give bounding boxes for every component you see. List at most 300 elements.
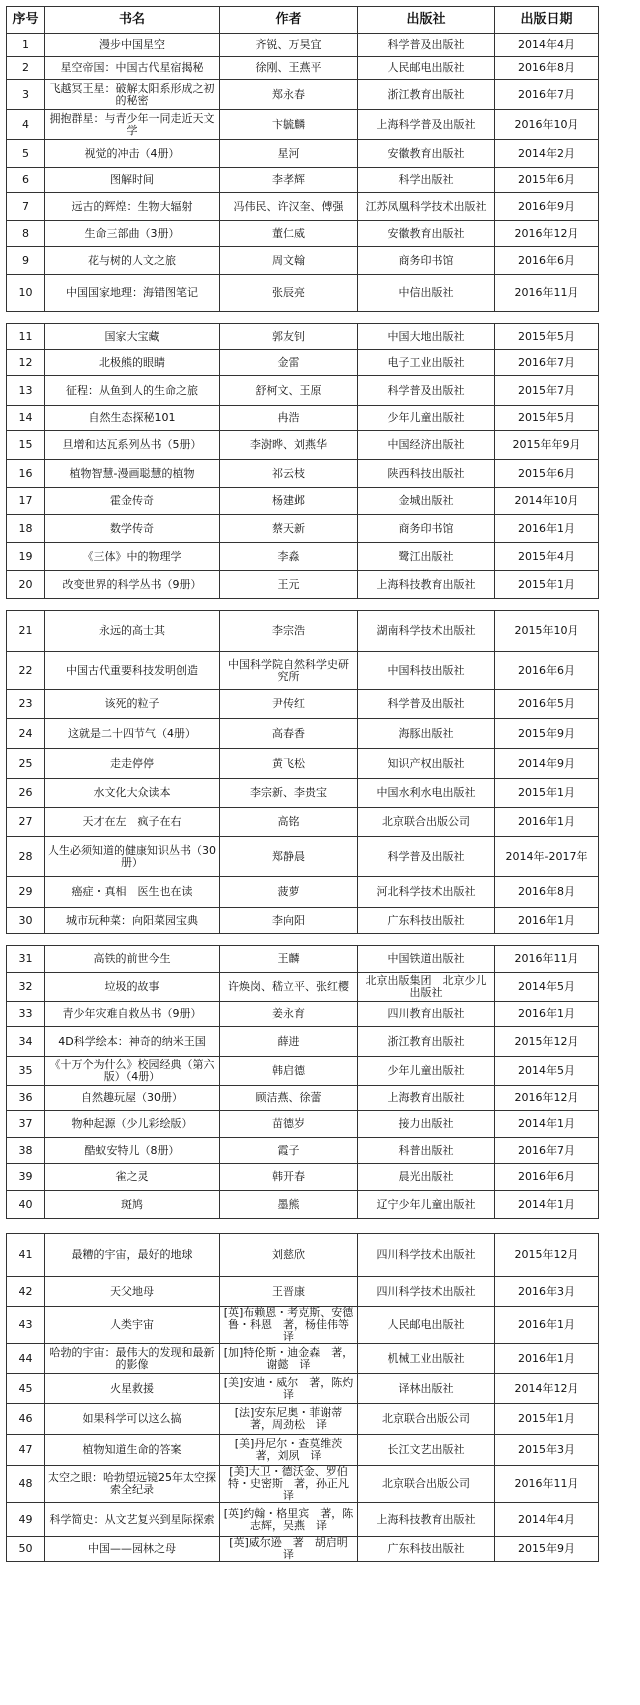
book-title: 人类宇宙 xyxy=(45,1307,220,1344)
publish-date: 2015年3月 xyxy=(495,1435,599,1466)
book-title: 雀之灵 xyxy=(45,1164,220,1191)
book-publisher: 科学普及出版社 xyxy=(358,837,495,877)
book-publisher: 少年儿童出版社 xyxy=(358,406,495,431)
table-row xyxy=(7,515,599,543)
table-row xyxy=(7,140,599,168)
book-title: 图解时间 xyxy=(45,168,220,193)
book-section-3 xyxy=(6,610,599,934)
row-number: 45 xyxy=(7,1374,45,1404)
publish-date: 2016年12月 xyxy=(495,221,599,247)
table-row xyxy=(7,57,599,80)
table-row xyxy=(7,80,599,110)
header-title: 书名 xyxy=(45,7,220,34)
book-publisher: 译林出版社 xyxy=(358,1374,495,1404)
book-publisher: 北京联合出版公司 xyxy=(358,1466,495,1503)
book-publisher: 浙江教育出版社 xyxy=(358,80,495,110)
book-publisher: 四川科学技术出版社 xyxy=(358,1234,495,1277)
book-publisher: 科学普及出版社 xyxy=(358,690,495,719)
book-section-2 xyxy=(6,323,599,599)
book-title: 生命三部曲（3册） xyxy=(45,221,220,247)
row-number: 40 xyxy=(7,1191,45,1219)
table-row xyxy=(7,431,599,460)
book-author: 许焕岗、嵇立平、张红樱 xyxy=(220,973,358,1002)
book-author: 李孝辉 xyxy=(220,168,358,193)
book-author: 星河 xyxy=(220,140,358,168)
row-number: 19 xyxy=(7,543,45,571)
book-title: 该死的粒子 xyxy=(45,690,220,719)
book-title: 斑鸠 xyxy=(45,1191,220,1219)
table-row xyxy=(7,1234,599,1277)
book-title: 太空之眼：哈勃望远镜25年太空探索全纪录 xyxy=(45,1466,220,1503)
table-row xyxy=(7,973,599,1002)
row-number: 46 xyxy=(7,1404,45,1435)
book-author: 顾洁燕、徐蕾 xyxy=(220,1086,358,1111)
table-row xyxy=(7,1111,599,1138)
book-author: [英]约翰・格里宾 著，陈志辉，吴燕 译 xyxy=(220,1503,358,1537)
book-author: 刘慈欣 xyxy=(220,1234,358,1277)
book-publisher: 上海科学普及出版社 xyxy=(358,110,495,140)
book-title: 数学传奇 xyxy=(45,515,220,543)
header-date: 出版日期 xyxy=(495,7,599,34)
book-section-5 xyxy=(6,1233,599,1562)
book-publisher: 海豚出版社 xyxy=(358,719,495,749)
book-title: 中国国家地理：海错图笔记 xyxy=(45,275,220,312)
row-number: 8 xyxy=(7,221,45,247)
book-title: 中国古代重要科技发明创造 xyxy=(45,652,220,690)
publish-date: 2015年6月 xyxy=(495,460,599,488)
book-publisher: 人民邮电出版社 xyxy=(358,1307,495,1344)
table-row xyxy=(7,611,599,652)
table-row xyxy=(7,1164,599,1191)
book-author: 墨熊 xyxy=(220,1191,358,1219)
table-row xyxy=(7,543,599,571)
table-row xyxy=(7,946,599,973)
book-author: 菠萝 xyxy=(220,877,358,908)
publish-date: 2014年4月 xyxy=(495,1503,599,1537)
book-title: 中国——园林之母 xyxy=(45,1537,220,1562)
book-title: 这就是二十四节气（4册） xyxy=(45,719,220,749)
book-author: 冯伟民、许汉奎、傅强 xyxy=(220,193,358,221)
book-publisher: 人民邮电出版社 xyxy=(358,57,495,80)
publish-date: 2015年5月 xyxy=(495,406,599,431)
book-author: 张辰亮 xyxy=(220,275,358,312)
book-author: 韩启德 xyxy=(220,1057,358,1086)
table-row xyxy=(7,1086,599,1111)
publish-date: 2015年9月 xyxy=(495,1537,599,1562)
book-publisher: 中国铁道出版社 xyxy=(358,946,495,973)
book-author: 霞子 xyxy=(220,1138,358,1164)
row-number: 23 xyxy=(7,690,45,719)
book-title: 星空帝国：中国古代星宿揭秘 xyxy=(45,57,220,80)
book-author: [美]丹尼尔・查莫维茨 著，刘夙 译 xyxy=(220,1435,358,1466)
publish-date: 2016年12月 xyxy=(495,1086,599,1111)
book-author: [英]布赖恩・考克斯、安德鲁・科恩 著，杨佳伟等 译 xyxy=(220,1307,358,1344)
book-author: 薛进 xyxy=(220,1027,358,1057)
book-publisher: 陕西科技出版社 xyxy=(358,460,495,488)
book-author: 尹传红 xyxy=(220,690,358,719)
publish-date: 2015年5月 xyxy=(495,324,599,350)
book-author: 徐刚、王燕平 xyxy=(220,57,358,80)
table-row xyxy=(7,719,599,749)
book-title: 水文化大众读本 xyxy=(45,779,220,808)
book-author: 金雷 xyxy=(220,350,358,376)
publish-date: 2015年12月 xyxy=(495,1027,599,1057)
book-title: 霍金传奇 xyxy=(45,488,220,515)
book-author: [美]安迪・威尔 著，陈灼 译 xyxy=(220,1374,358,1404)
book-author: 杨建邺 xyxy=(220,488,358,515)
publish-date: 2016年8月 xyxy=(495,57,599,80)
publish-date: 2014年2月 xyxy=(495,140,599,168)
book-author: 郑静晨 xyxy=(220,837,358,877)
book-list-table xyxy=(6,6,598,1562)
table-row xyxy=(7,1466,599,1503)
book-author: 高春香 xyxy=(220,719,358,749)
book-publisher: 电子工业出版社 xyxy=(358,350,495,376)
book-publisher: 长江文艺出版社 xyxy=(358,1435,495,1466)
table-row xyxy=(7,460,599,488)
book-author: 董仁威 xyxy=(220,221,358,247)
book-publisher: 四川教育出版社 xyxy=(358,1002,495,1027)
row-number: 22 xyxy=(7,652,45,690)
table-row xyxy=(7,1344,599,1374)
row-number: 17 xyxy=(7,488,45,515)
book-section-1 xyxy=(6,6,599,312)
table-row xyxy=(7,168,599,193)
row-number: 26 xyxy=(7,779,45,808)
book-publisher: 科学普及出版社 xyxy=(358,376,495,406)
book-publisher: 上海教育出版社 xyxy=(358,1086,495,1111)
row-number: 42 xyxy=(7,1277,45,1307)
book-author: [法]安东尼奥・菲谢蒂 著，周劲松 译 xyxy=(220,1404,358,1435)
book-publisher: 中信出版社 xyxy=(358,275,495,312)
row-number: 21 xyxy=(7,611,45,652)
row-number: 7 xyxy=(7,193,45,221)
publish-date: 2015年7月 xyxy=(495,376,599,406)
book-title: 癌症・真相 医生也在读 xyxy=(45,877,220,908)
row-number: 2 xyxy=(7,57,45,80)
book-publisher: 科学普及出版社 xyxy=(358,34,495,57)
row-number: 30 xyxy=(7,908,45,934)
book-title: 天父地母 xyxy=(45,1277,220,1307)
row-number: 16 xyxy=(7,460,45,488)
book-author: 李澍晔、刘燕华 xyxy=(220,431,358,460)
publish-date: 2016年11月 xyxy=(495,946,599,973)
row-number: 28 xyxy=(7,837,45,877)
table-row xyxy=(7,877,599,908)
table-row xyxy=(7,488,599,515)
publish-date: 2015年4月 xyxy=(495,543,599,571)
book-author: 齐锐、万昊宜 xyxy=(220,34,358,57)
publish-date: 2016年7月 xyxy=(495,1138,599,1164)
book-publisher: 上海科技教育出版社 xyxy=(358,571,495,599)
book-title: 科学简史：从文艺复兴到星际探索 xyxy=(45,1503,220,1537)
publish-date: 2016年3月 xyxy=(495,1277,599,1307)
publish-date: 2014年1月 xyxy=(495,1191,599,1219)
book-title: 征程：从鱼到人的生命之旅 xyxy=(45,376,220,406)
row-number: 43 xyxy=(7,1307,45,1344)
book-section-4 xyxy=(6,945,599,1219)
table-row xyxy=(7,1435,599,1466)
publish-date: 2016年1月 xyxy=(495,515,599,543)
book-title: 酷蚁安特儿（8册） xyxy=(45,1138,220,1164)
book-title: 自然趣玩屋（30册） xyxy=(45,1086,220,1111)
book-publisher: 河北科学技术出版社 xyxy=(358,877,495,908)
book-title: 4D科学绘本：神奇的纳米王国 xyxy=(45,1027,220,1057)
row-number: 49 xyxy=(7,1503,45,1537)
row-number: 50 xyxy=(7,1537,45,1562)
row-number: 18 xyxy=(7,515,45,543)
header-author: 作者 xyxy=(220,7,358,34)
header-publisher: 出版社 xyxy=(358,7,495,34)
book-publisher: 金城出版社 xyxy=(358,488,495,515)
book-publisher: 安徽教育出版社 xyxy=(358,221,495,247)
book-title: 物种起源（少儿彩绘版） xyxy=(45,1111,220,1138)
publish-date: 2016年7月 xyxy=(495,350,599,376)
book-publisher: 上海科技教育出版社 xyxy=(358,1503,495,1537)
book-publisher: 北京联合出版公司 xyxy=(358,1404,495,1435)
book-publisher: 接力出版社 xyxy=(358,1111,495,1138)
table-row xyxy=(7,749,599,779)
row-number: 44 xyxy=(7,1344,45,1374)
table-row xyxy=(7,1277,599,1307)
table-row xyxy=(7,690,599,719)
publish-date: 2015年9月 xyxy=(495,719,599,749)
book-author: 祁云枝 xyxy=(220,460,358,488)
publish-date: 2014年12月 xyxy=(495,1374,599,1404)
book-publisher: 安徽教育出版社 xyxy=(358,140,495,168)
publish-date: 2014年9月 xyxy=(495,749,599,779)
table-row xyxy=(7,247,599,275)
book-publisher: 中国经济出版社 xyxy=(358,431,495,460)
table-row xyxy=(7,406,599,431)
table-row xyxy=(7,808,599,837)
book-title: 自然生态探秘101 xyxy=(45,406,220,431)
book-author: 李宗新、李贵宝 xyxy=(220,779,358,808)
row-number: 29 xyxy=(7,877,45,908)
book-title: 漫步中国星空 xyxy=(45,34,220,57)
book-title: 走走停停 xyxy=(45,749,220,779)
book-publisher: 湖南科学技术出版社 xyxy=(358,611,495,652)
book-publisher: 江苏凤凰科学技术出版社 xyxy=(358,193,495,221)
row-number: 12 xyxy=(7,350,45,376)
book-publisher: 北京联合出版公司 xyxy=(358,808,495,837)
publish-date: 2016年5月 xyxy=(495,690,599,719)
publish-date: 2016年8月 xyxy=(495,877,599,908)
book-author: 李淼 xyxy=(220,543,358,571)
row-number: 47 xyxy=(7,1435,45,1466)
book-author: 蔡天新 xyxy=(220,515,358,543)
publish-date: 2015年年9月 xyxy=(495,431,599,460)
publish-date: 2014年4月 xyxy=(495,34,599,57)
book-title: 高铁的前世今生 xyxy=(45,946,220,973)
book-author: 李宗浩 xyxy=(220,611,358,652)
row-number: 33 xyxy=(7,1002,45,1027)
publish-date: 2014年5月 xyxy=(495,973,599,1002)
publish-date: 2014年1月 xyxy=(495,1111,599,1138)
row-number: 27 xyxy=(7,808,45,837)
row-number: 3 xyxy=(7,80,45,110)
book-title: 如果科学可以这么搞 xyxy=(45,1404,220,1435)
row-number: 25 xyxy=(7,749,45,779)
book-title: 人生必须知道的健康知识丛书（30册） xyxy=(45,837,220,877)
book-title: 旦增和达瓦系列丛书（5册） xyxy=(45,431,220,460)
row-number: 11 xyxy=(7,324,45,350)
book-author: 郑永春 xyxy=(220,80,358,110)
book-publisher: 晨光出版社 xyxy=(358,1164,495,1191)
table-row xyxy=(7,1503,599,1537)
book-title: 视觉的冲击（4册） xyxy=(45,140,220,168)
header-number: 序号 xyxy=(7,7,45,34)
publish-date: 2014年5月 xyxy=(495,1057,599,1086)
row-number: 39 xyxy=(7,1164,45,1191)
book-title: 远古的辉煌：生物大辐射 xyxy=(45,193,220,221)
section-divider xyxy=(6,1219,598,1233)
book-author: 周文翰 xyxy=(220,247,358,275)
publish-date: 2016年1月 xyxy=(495,908,599,934)
publish-date: 2016年1月 xyxy=(495,1002,599,1027)
book-title: 拥抱群星：与青少年一同走近天文学 xyxy=(45,110,220,140)
table-row xyxy=(7,1057,599,1086)
publish-date: 2015年1月 xyxy=(495,779,599,808)
book-title: 飞越冥王星：破解太阳系形成之初的秘密 xyxy=(45,80,220,110)
publish-date: 2015年1月 xyxy=(495,571,599,599)
publish-date: 2015年10月 xyxy=(495,611,599,652)
section-divider xyxy=(6,599,598,610)
publish-date: 2016年11月 xyxy=(495,275,599,312)
book-publisher: 广东科技出版社 xyxy=(358,1537,495,1562)
publish-date: 2016年7月 xyxy=(495,80,599,110)
table-row xyxy=(7,221,599,247)
book-publisher: 四川科学技术出版社 xyxy=(358,1277,495,1307)
book-author: [美]大卫・德沃金、罗伯特・史密斯 著，孙正凡 译 xyxy=(220,1466,358,1503)
book-publisher: 辽宁少年儿童出版社 xyxy=(358,1191,495,1219)
book-publisher: 中国大地出版社 xyxy=(358,324,495,350)
publish-date: 2016年6月 xyxy=(495,1164,599,1191)
publish-date: 2014年10月 xyxy=(495,488,599,515)
publish-date: 2016年6月 xyxy=(495,247,599,275)
book-title: 《十万个为什么》校园经典（第六版）（4册） xyxy=(45,1057,220,1086)
book-title: 哈勃的宇宙：最伟大的发现和最新的影像 xyxy=(45,1344,220,1374)
header-row xyxy=(7,7,599,34)
book-author: 韩开春 xyxy=(220,1164,358,1191)
row-number: 9 xyxy=(7,247,45,275)
book-publisher: 科普出版社 xyxy=(358,1138,495,1164)
book-title: 青少年灾难自救丛书（9册） xyxy=(45,1002,220,1027)
row-number: 37 xyxy=(7,1111,45,1138)
book-author: 舒柯文、王原 xyxy=(220,376,358,406)
book-author: 黄飞松 xyxy=(220,749,358,779)
row-number: 35 xyxy=(7,1057,45,1086)
table-row xyxy=(7,34,599,57)
book-title: 火星救援 xyxy=(45,1374,220,1404)
book-author: 卞毓麟 xyxy=(220,110,358,140)
row-number: 24 xyxy=(7,719,45,749)
publish-date: 2016年1月 xyxy=(495,808,599,837)
book-publisher: 机械工业出版社 xyxy=(358,1344,495,1374)
book-publisher: 中国水利水电出版社 xyxy=(358,779,495,808)
table-row xyxy=(7,1191,599,1219)
table-row xyxy=(7,1307,599,1344)
table-row xyxy=(7,193,599,221)
book-title: 植物知道生命的答案 xyxy=(45,1435,220,1466)
book-title: 植物智慧-漫画聪慧的植物 xyxy=(45,460,220,488)
book-author: 王麟 xyxy=(220,946,358,973)
book-author: 姜永育 xyxy=(220,1002,358,1027)
book-publisher: 广东科技出版社 xyxy=(358,908,495,934)
row-number: 34 xyxy=(7,1027,45,1057)
book-publisher: 浙江教育出版社 xyxy=(358,1027,495,1057)
row-number: 32 xyxy=(7,973,45,1002)
row-number: 36 xyxy=(7,1086,45,1111)
book-author: 苗德岁 xyxy=(220,1111,358,1138)
publish-date: 2014年-2017年 xyxy=(495,837,599,877)
table-row xyxy=(7,571,599,599)
row-number: 48 xyxy=(7,1466,45,1503)
row-number: 6 xyxy=(7,168,45,193)
book-publisher: 中国科技出版社 xyxy=(358,652,495,690)
table-row xyxy=(7,324,599,350)
section-divider xyxy=(6,934,598,945)
publish-date: 2016年1月 xyxy=(495,1307,599,1344)
table-row xyxy=(7,837,599,877)
table-row xyxy=(7,376,599,406)
table-row xyxy=(7,1002,599,1027)
table-row xyxy=(7,350,599,376)
book-title: 北极熊的眼睛 xyxy=(45,350,220,376)
book-publisher: 鹭江出版社 xyxy=(358,543,495,571)
book-publisher: 科学出版社 xyxy=(358,168,495,193)
book-title: 改变世界的科学丛书（9册） xyxy=(45,571,220,599)
table-row xyxy=(7,1537,599,1562)
row-number: 15 xyxy=(7,431,45,460)
publish-date: 2015年12月 xyxy=(495,1234,599,1277)
book-title: 永远的高士其 xyxy=(45,611,220,652)
row-number: 5 xyxy=(7,140,45,168)
book-title: 垃圾的故事 xyxy=(45,973,220,1002)
row-number: 10 xyxy=(7,275,45,312)
book-author: 冉浩 xyxy=(220,406,358,431)
row-number: 41 xyxy=(7,1234,45,1277)
row-number: 20 xyxy=(7,571,45,599)
table-row xyxy=(7,779,599,808)
section-divider xyxy=(6,312,598,323)
publish-date: 2016年9月 xyxy=(495,193,599,221)
book-publisher: 知识产权出版社 xyxy=(358,749,495,779)
row-number: 38 xyxy=(7,1138,45,1164)
table-row xyxy=(7,652,599,690)
table-row xyxy=(7,1027,599,1057)
book-publisher: 北京出版集团 北京少儿出版社 xyxy=(358,973,495,1002)
book-title: 最糟的宇宙，最好的地球 xyxy=(45,1234,220,1277)
book-author: [英]威尔逊 著 胡启明 译 xyxy=(220,1537,358,1562)
publish-date: 2016年11月 xyxy=(495,1466,599,1503)
book-publisher: 商务印书馆 xyxy=(358,247,495,275)
book-title: 花与树的人文之旅 xyxy=(45,247,220,275)
table-row xyxy=(7,1404,599,1435)
publish-date: 2016年6月 xyxy=(495,652,599,690)
book-author: 王元 xyxy=(220,571,358,599)
row-number: 14 xyxy=(7,406,45,431)
row-number: 31 xyxy=(7,946,45,973)
table-row xyxy=(7,275,599,312)
book-publisher: 少年儿童出版社 xyxy=(358,1057,495,1086)
book-author: [加]特伦斯・迪金森 著，谢懿 译 xyxy=(220,1344,358,1374)
book-publisher: 商务印书馆 xyxy=(358,515,495,543)
book-title: 城市玩种菜：向阳菜园宝典 xyxy=(45,908,220,934)
publish-date: 2015年1月 xyxy=(495,1404,599,1435)
table-row xyxy=(7,1374,599,1404)
book-title: 《三体》中的物理学 xyxy=(45,543,220,571)
